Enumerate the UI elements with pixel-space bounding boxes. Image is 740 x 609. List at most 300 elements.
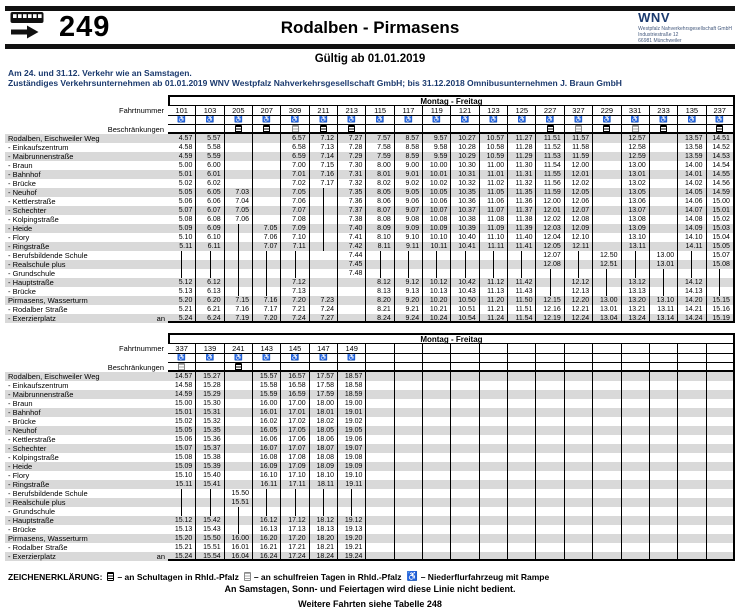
time-cell <box>622 170 650 179</box>
time-cell <box>593 516 621 525</box>
time-cell <box>678 278 706 287</box>
stop-label-cell <box>5 242 168 251</box>
time-cell <box>622 143 650 152</box>
time-cell <box>451 251 479 260</box>
time-cell <box>196 507 224 516</box>
departure-time: 11.07 <box>487 207 505 214</box>
departure-time: 15.50 <box>203 535 221 542</box>
wheelchair-cell <box>423 354 451 363</box>
trip-number-cell <box>338 106 366 116</box>
departure-time: 13.24 <box>628 315 646 322</box>
time-cell <box>451 408 479 417</box>
time-cell <box>480 224 508 233</box>
departure-time: 15.50 <box>231 490 250 497</box>
departure-time: 6.10 <box>207 234 221 241</box>
departure-time: 11.12 <box>487 279 505 286</box>
stop-label-cell <box>5 543 168 552</box>
time-cell <box>480 426 508 435</box>
time-cell <box>508 170 536 179</box>
time-cell <box>225 444 253 453</box>
departure-time: 10.29 <box>458 153 476 160</box>
time-cell <box>281 251 309 260</box>
trip-number-cell <box>225 344 253 354</box>
trip-number: 327 <box>572 106 585 115</box>
time-cell <box>593 134 621 143</box>
time-cell <box>565 534 593 543</box>
departure-time: 9.02 <box>405 180 420 187</box>
time-cell <box>395 278 423 287</box>
time-cell <box>253 206 281 215</box>
time-cell <box>395 287 423 296</box>
time-cell <box>622 552 650 561</box>
time-cell <box>480 408 508 417</box>
time-cell <box>536 390 564 399</box>
time-cell <box>395 462 423 471</box>
stop-label-cell <box>5 260 168 269</box>
departure-time: 15.51 <box>231 499 250 506</box>
departure-time: 16.12 <box>259 517 278 524</box>
stop-name: - Neuhof <box>8 188 37 197</box>
time-cell <box>225 390 253 399</box>
departure-time: 16.04 <box>231 553 250 560</box>
time-cell <box>536 215 564 224</box>
time-cell <box>366 215 394 224</box>
restriction-cell <box>395 125 423 134</box>
school-days-icon <box>716 125 723 134</box>
time-cell <box>395 480 423 489</box>
pass-through-line <box>408 260 409 269</box>
time-cell <box>536 269 564 278</box>
restriction-cell <box>366 125 394 134</box>
time-cell <box>508 197 536 206</box>
time-cell <box>338 408 366 417</box>
wnv-city-line: 66981 Münchweiler <box>638 38 682 44</box>
time-cell <box>480 534 508 543</box>
timetable-row <box>5 278 735 287</box>
departure-time: 13.10 <box>628 234 646 241</box>
time-cell <box>536 471 564 480</box>
timetable-row <box>5 152 735 161</box>
departure-time: 10.27 <box>458 135 476 142</box>
time-cell <box>281 170 309 179</box>
time-cell <box>678 462 706 471</box>
time-cell <box>168 381 196 390</box>
time-cell <box>395 426 423 435</box>
time-cell <box>310 399 338 408</box>
wheelchair-icon: ♿ <box>687 116 697 123</box>
time-cell <box>678 525 706 534</box>
timetable-row <box>5 498 735 507</box>
departure-time: 11.02 <box>487 180 505 187</box>
time-cell <box>225 242 253 251</box>
departure-time: 9.09 <box>405 225 420 232</box>
time-cell <box>480 251 508 260</box>
pass-through-line <box>266 287 267 296</box>
departure-time: 9.20 <box>405 297 420 304</box>
pass-through-line <box>663 287 664 296</box>
school-days-icon <box>603 125 610 134</box>
time-cell <box>622 224 650 233</box>
time-cell <box>451 152 479 161</box>
departure-time: 10.20 <box>429 297 448 304</box>
school-free-days-icon <box>244 572 251 581</box>
time-cell <box>593 525 621 534</box>
pass-through-line <box>719 278 720 287</box>
time-cell <box>395 197 423 206</box>
wheelchair-icon: ♿ <box>205 354 215 361</box>
stop-name: - Realschule plus <box>8 498 66 507</box>
timetable-row <box>5 269 735 278</box>
departure-time: 12.06 <box>571 198 590 205</box>
time-cell <box>338 489 366 498</box>
time-cell <box>480 453 508 462</box>
stop-label-cell <box>5 489 168 498</box>
departure-time: 13.21 <box>628 306 646 313</box>
time-cell <box>395 489 423 498</box>
time-cell <box>253 152 281 161</box>
departure-time: 11.53 <box>543 153 561 160</box>
time-cell <box>707 143 735 152</box>
wheelchair-row <box>5 116 735 125</box>
departure-time: 5.07 <box>178 207 193 214</box>
time-cell <box>536 399 564 408</box>
time-cell <box>593 260 621 269</box>
time-cell <box>196 278 224 287</box>
time-cell <box>423 224 451 233</box>
time-cell <box>480 399 508 408</box>
departure-time: 8.08 <box>377 216 391 223</box>
time-cell <box>281 399 309 408</box>
time-cell <box>225 206 253 215</box>
trip-number-row <box>5 106 735 116</box>
wheelchair-cell <box>395 116 423 125</box>
time-cell <box>196 188 224 197</box>
time-cell <box>565 417 593 426</box>
departure-time: 11.24 <box>487 315 505 322</box>
stop-label-cell <box>5 296 168 305</box>
time-cell <box>338 390 366 399</box>
time-cell <box>168 417 196 426</box>
time-cell <box>451 179 479 188</box>
time-cell <box>196 251 224 260</box>
time-cell <box>310 269 338 278</box>
time-cell <box>366 206 394 215</box>
time-cell <box>196 543 224 552</box>
wheelchair-icon: ♿ <box>319 354 328 361</box>
time-cell <box>508 152 536 161</box>
time-cell <box>508 188 536 197</box>
restriction-cell <box>508 125 536 134</box>
departure-time: 10.24 <box>429 315 448 322</box>
time-cell <box>650 552 678 561</box>
departure-time: 17.20 <box>288 535 306 542</box>
time-cell <box>168 480 196 489</box>
restriction-cell <box>338 363 366 372</box>
time-cell <box>196 552 224 561</box>
time-cell <box>593 143 621 152</box>
pass-through-line <box>408 269 409 278</box>
time-cell <box>593 534 621 543</box>
time-cell <box>650 534 678 543</box>
time-cell <box>622 296 650 305</box>
time-cell <box>395 453 423 462</box>
time-cell <box>565 224 593 233</box>
pass-through-line <box>181 489 182 498</box>
time-cell <box>451 516 479 525</box>
departure-time: 13.07 <box>628 207 646 214</box>
pass-through-line <box>181 498 182 507</box>
time-cell <box>678 161 706 170</box>
time-cell <box>395 314 423 323</box>
time-cell <box>168 269 196 278</box>
wheelchair-cell <box>593 354 621 363</box>
time-cell <box>451 480 479 489</box>
time-cell <box>622 471 650 480</box>
time-cell <box>451 161 479 170</box>
time-cell <box>480 134 508 143</box>
stop-name: - Kettlerstraße <box>8 197 56 206</box>
departure-time: 13.11 <box>628 243 646 250</box>
time-cell <box>565 305 593 314</box>
timetable-row <box>5 233 735 242</box>
time-cell <box>622 287 650 296</box>
departure-time: 7.06 <box>292 198 306 205</box>
departure-time: 6.02 <box>207 180 221 187</box>
time-cell <box>678 435 706 444</box>
time-cell <box>310 453 338 462</box>
restriction-cell <box>366 363 394 372</box>
time-cell <box>168 242 196 251</box>
time-cell <box>650 287 678 296</box>
time-cell <box>707 462 735 471</box>
time-cell <box>366 417 394 426</box>
trip-number: 115 <box>374 106 387 115</box>
departure-time: 11.10 <box>487 234 505 241</box>
stop-name: - Exerzierplatz <box>8 552 56 561</box>
time-cell <box>536 534 564 543</box>
departure-time: 16.00 <box>231 535 250 542</box>
pass-through-line <box>266 498 267 507</box>
time-cell <box>366 269 394 278</box>
stop-name: - Heide <box>8 224 33 233</box>
time-cell <box>707 188 735 197</box>
departure-time: 7.13 <box>320 144 335 151</box>
departure-time: 19.07 <box>344 445 363 452</box>
departure-time: 9.21 <box>405 306 420 313</box>
departure-time: 10.41 <box>458 243 476 250</box>
departure-time: 6.06 <box>207 198 221 205</box>
departure-time: 7.16 <box>263 297 278 304</box>
restriction-cell <box>338 125 366 134</box>
time-cell <box>281 314 309 323</box>
stop-name: - Kolpingstraße <box>8 215 59 224</box>
time-cell <box>622 251 650 260</box>
pass-through-line <box>238 260 239 269</box>
time-cell <box>565 507 593 516</box>
time-cell <box>395 543 423 552</box>
timetable-row <box>5 516 735 525</box>
time-cell <box>593 269 621 278</box>
departure-time: 10.32 <box>458 180 476 187</box>
time-cell <box>253 435 281 444</box>
pass-through-line <box>635 251 636 260</box>
stop-label-cell <box>5 462 168 471</box>
time-cell <box>423 480 451 489</box>
time-cell <box>338 278 366 287</box>
time-cell <box>678 251 706 260</box>
trip-number-cell <box>508 344 536 354</box>
departure-time: 15.59 <box>259 391 278 398</box>
pass-through-line <box>323 188 324 197</box>
departure-time: 11.27 <box>515 135 533 142</box>
departure-time: 16.05 <box>259 427 278 434</box>
pass-through-line <box>238 525 239 534</box>
departure-time: 12.00 <box>571 162 590 169</box>
departure-time: 7.16 <box>320 171 335 178</box>
time-cell <box>565 543 593 552</box>
time-cell <box>451 206 479 215</box>
time-cell <box>565 188 593 197</box>
departure-time: 15.16 <box>712 306 730 313</box>
time-cell <box>196 314 224 323</box>
school-free-days-icon <box>575 125 582 134</box>
time-cell <box>593 287 621 296</box>
departure-time: 17.01 <box>288 409 306 416</box>
fahrtnummer-label: Fahrtnummer <box>118 106 164 115</box>
departure-time: 15.41 <box>203 481 221 488</box>
time-cell <box>480 372 508 381</box>
departure-time: 6.05 <box>207 189 221 196</box>
time-cell <box>451 188 479 197</box>
departure-time: 12.10 <box>571 234 590 241</box>
restrictions-row <box>5 125 735 134</box>
time-cell <box>593 206 621 215</box>
restriction-cell <box>536 363 564 372</box>
restriction-cell <box>168 125 196 134</box>
time-cell <box>451 224 479 233</box>
time-cell <box>707 206 735 215</box>
time-cell <box>536 516 564 525</box>
time-cell <box>707 381 735 390</box>
time-cell <box>423 498 451 507</box>
legend-heading: ZEICHENERKLÄRUNG: <box>8 571 103 582</box>
departure-time: 10.28 <box>458 144 476 151</box>
time-cell <box>508 552 536 561</box>
time-cell <box>366 296 394 305</box>
departure-time: 14.20 <box>685 297 703 304</box>
time-cell <box>423 381 451 390</box>
stop-name: - Kettlerstraße <box>8 435 56 444</box>
departure-time: 10.02 <box>429 180 448 187</box>
time-cell <box>338 372 366 381</box>
time-cell <box>310 516 338 525</box>
departure-time: 7.37 <box>348 207 363 214</box>
trip-number-row <box>5 344 735 354</box>
time-cell <box>536 435 564 444</box>
departure-time: 9.06 <box>405 198 420 205</box>
wheelchair-cell <box>253 116 281 125</box>
time-cell <box>225 417 253 426</box>
time-cell <box>168 534 196 543</box>
departure-time: 13.13 <box>628 288 646 295</box>
departure-time: 11.51 <box>543 135 561 142</box>
time-cell <box>196 390 224 399</box>
time-cell <box>622 381 650 390</box>
departure-time: 17.11 <box>288 481 306 488</box>
day-band: Montag - Freitag <box>168 95 735 106</box>
time-cell <box>253 197 281 206</box>
time-cell <box>310 534 338 543</box>
time-cell <box>281 507 309 516</box>
time-cell <box>707 161 735 170</box>
time-cell <box>225 260 253 269</box>
departure-time: 14.10 <box>685 234 703 241</box>
departure-time: 10.01 <box>429 171 448 178</box>
time-cell <box>366 426 394 435</box>
departure-time: 10.40 <box>458 234 476 241</box>
time-cell <box>565 399 593 408</box>
departure-time: 19.08 <box>344 454 363 461</box>
pass-through-line <box>323 242 324 251</box>
time-cell <box>508 260 536 269</box>
time-cell <box>423 516 451 525</box>
time-cell <box>310 215 338 224</box>
time-cell <box>707 269 735 278</box>
time-cell <box>338 552 366 561</box>
time-cell <box>622 489 650 498</box>
time-cell <box>650 143 678 152</box>
time-cell <box>196 498 224 507</box>
stop-label-cell <box>5 426 168 435</box>
time-cell <box>423 507 451 516</box>
time-cell <box>536 453 564 462</box>
restrictions-row <box>5 363 735 372</box>
time-cell <box>168 134 196 143</box>
time-cell <box>480 278 508 287</box>
departure-time: 16.58 <box>288 382 306 389</box>
stop-name: - Brücke <box>8 287 36 296</box>
note-line: Zuständiges Verkehrsunternehmen ab 01.01.2019 WNV Westpfalz Nahverkehrsgesellschaft GmbH; bis 31.12.2018 Omnibusunternehmen J. Braun GmbH <box>8 78 622 88</box>
time-cell <box>253 233 281 242</box>
time-cell <box>678 296 706 305</box>
departure-time: 7.42 <box>348 243 363 250</box>
departure-time: 6.59 <box>292 153 306 160</box>
trip-number: 233 <box>657 106 670 115</box>
departure-time: 12.50 <box>599 252 618 259</box>
stop-name: - Braun <box>8 399 33 408</box>
stop-label-cell <box>5 170 168 179</box>
wheelchair-icon: ♿ <box>602 116 612 123</box>
stop-label-cell <box>5 161 168 170</box>
time-cell <box>338 161 366 170</box>
wnv-logo-text: WNV <box>638 10 670 25</box>
departure-time: 13.00 <box>656 252 675 259</box>
time-cell <box>451 143 479 152</box>
time-cell <box>536 372 564 381</box>
pass-through-line <box>380 260 381 269</box>
time-cell <box>281 381 309 390</box>
pass-through-line <box>323 498 324 507</box>
departure-time: 12.13 <box>571 288 590 295</box>
restriction-cell <box>650 125 678 134</box>
time-cell <box>168 260 196 269</box>
departure-time: 16.24 <box>259 553 278 560</box>
time-cell <box>480 552 508 561</box>
school-free-days-icon <box>292 125 299 134</box>
stop-label-cell <box>5 287 168 296</box>
time-cell <box>480 269 508 278</box>
time-cell <box>707 399 735 408</box>
